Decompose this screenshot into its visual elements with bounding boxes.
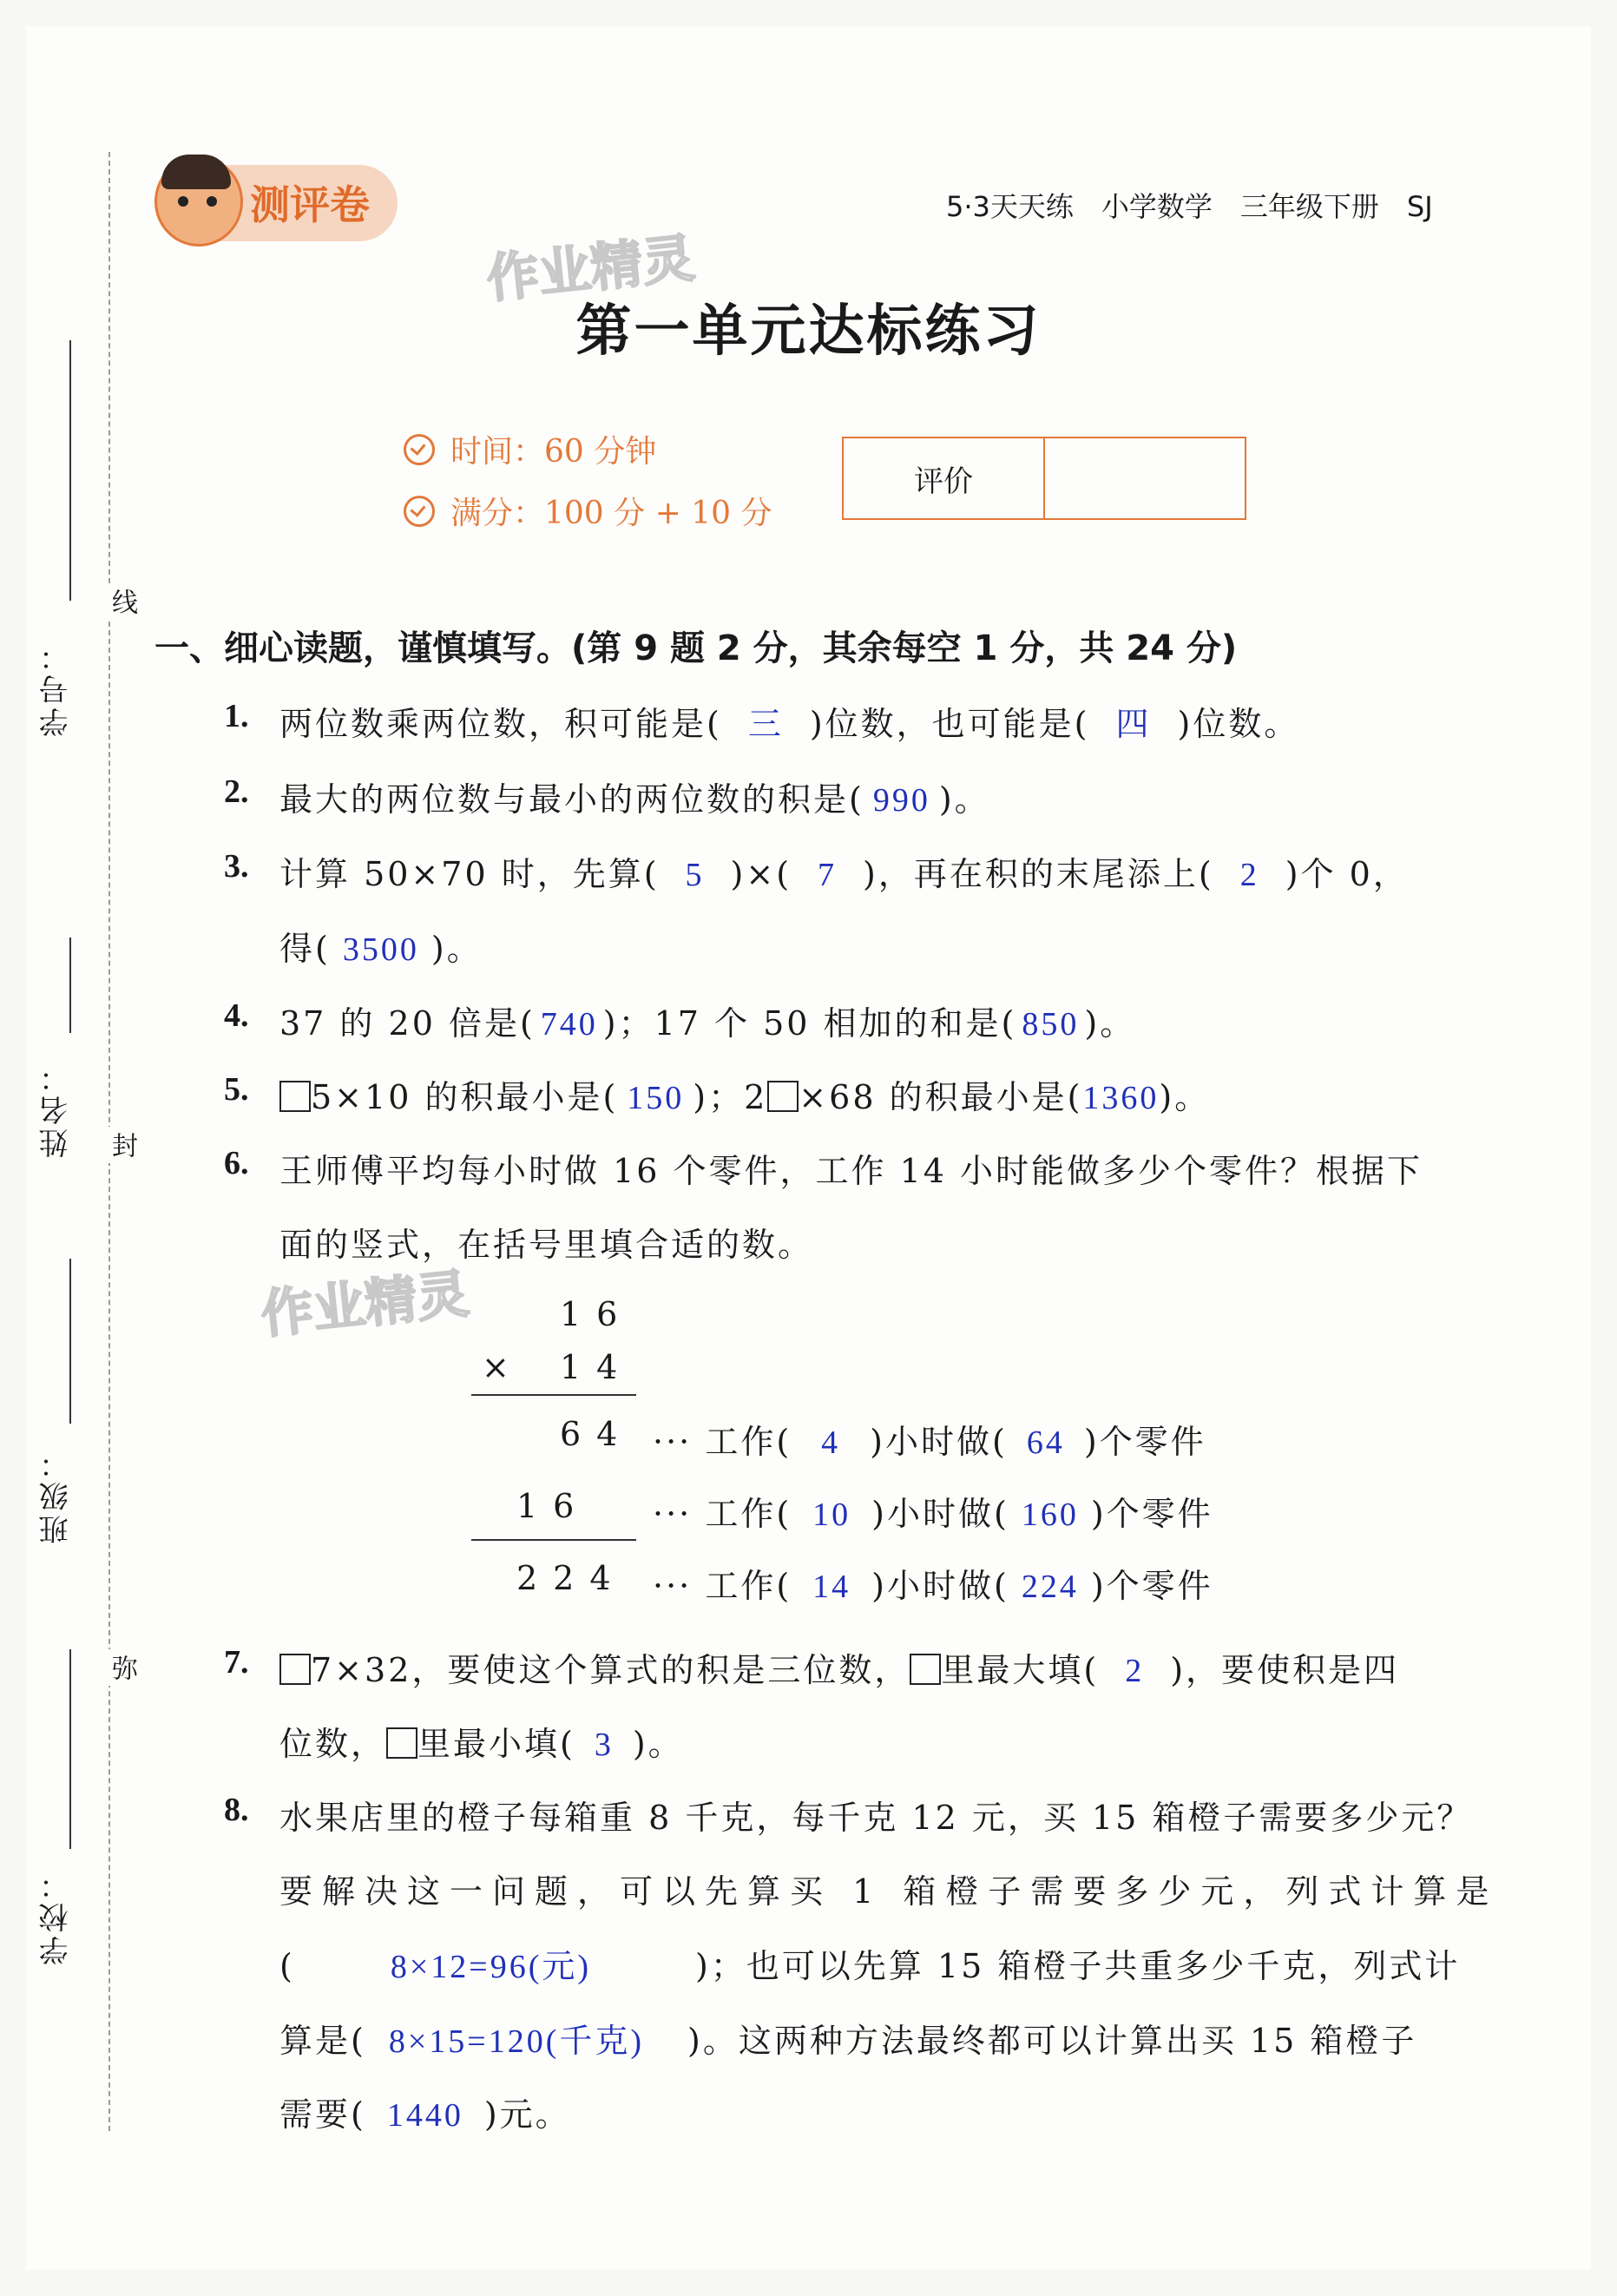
- seal-line-label: 线: [102, 583, 141, 620]
- question-number: 3.: [224, 848, 249, 885]
- answer: 4: [821, 1424, 841, 1461]
- question-7: 7×32，要使这个算式的积是三位数， 里最大填( 2 )，要使积是四: [279, 1643, 1399, 1691]
- time-info: 时间：60 分钟: [404, 427, 656, 471]
- evaluation-field[interactable]: [1045, 438, 1245, 518]
- watermark: 作业精灵: [258, 1263, 472, 1346]
- mascot-eye-icon: [178, 196, 188, 207]
- mascot-eye-icon: [207, 196, 217, 207]
- answer: 3500: [342, 931, 419, 968]
- answer: 14: [812, 1569, 851, 1605]
- clock-icon: [404, 434, 435, 465]
- question-8-line-5: 需要( 1440 )元。: [279, 2095, 571, 2134]
- answer: 1440: [386, 2097, 463, 2134]
- seal-mi-label: 弥: [102, 1649, 141, 1686]
- question-number: 2.: [224, 773, 249, 810]
- question-number: 7.: [224, 1644, 249, 1681]
- question-8-line-4: 算是( 8×15=120(千克) )。这两种方法最终都可以计算出买 15 箱橙子: [279, 2022, 1417, 2060]
- vm-rule: [471, 1394, 636, 1396]
- school-label: 学校：: [39, 1866, 74, 1965]
- seal-seal-label: 封: [102, 1127, 141, 1163]
- answer: 四: [1115, 707, 1152, 743]
- question-3: 计算 50×70 时，先算( 5 )×( 7 )，再在积的末尾添上( 2 )个 0，: [279, 855, 1409, 893]
- evaluation-label: 评价: [844, 438, 1045, 518]
- answer: 64: [1026, 1424, 1065, 1461]
- question-5: 5×10 的积最小是( 150 )；2 ×68 的积最小是(1360)。: [279, 1070, 1210, 1118]
- answer: 8×15=120(千克): [388, 2023, 644, 2060]
- answer: 8×12=96(元): [390, 1949, 591, 1985]
- question-number: 4.: [224, 997, 249, 1034]
- vm-row-3: ··· 工作( 14 )小时做( 224 )个零件: [653, 1567, 1213, 1605]
- school-write-line[interactable]: [69, 1649, 71, 1849]
- section-heading: 一、细心读题，谨慎填写。(第 9 题 2 分，其余每空 1 分，共 24 分): [154, 628, 1238, 668]
- blank-box: [386, 1727, 417, 1759]
- name-label: 姓名：: [39, 1059, 74, 1158]
- blank-box: [767, 1081, 799, 1112]
- question-6-cont: 面的竖式，在括号里填合适的数。: [279, 1226, 814, 1264]
- answer: 2: [1125, 1653, 1145, 1689]
- question-8: 水果店里的橙子每箱重 8 千克，每千克 12 元，买 15 箱橙子需要多少元？: [279, 1799, 1473, 1837]
- vm-product: 224: [516, 1559, 627, 1597]
- answer: 5: [685, 857, 705, 893]
- answer: 1360: [1082, 1080, 1160, 1116]
- evaluation-box: [842, 437, 1246, 520]
- question-number: 5.: [224, 1071, 249, 1108]
- question-4: 37 的 20 倍是( 740 )；17 个 50 相加的和是( 850 )。: [279, 1004, 1136, 1043]
- name-write-line[interactable]: [69, 937, 71, 1033]
- blank-box: [279, 1654, 311, 1685]
- answer: 三: [747, 707, 784, 743]
- vm-row-1: ··· 工作( 4 )小时做( 64 )个零件: [653, 1423, 1206, 1461]
- vm-multiplicand: 16: [560, 1295, 634, 1333]
- vm-row-2: ··· 工作( 10 )小时做( 160 )个零件: [653, 1495, 1213, 1533]
- score-info: 满分：100 分 + 10 分: [404, 489, 772, 533]
- answer: 10: [812, 1497, 851, 1533]
- answer: 3: [594, 1727, 614, 1763]
- question-1: 两位数乘两位数，积可能是( 三 )位数，也可能是( 四 )位数。: [279, 705, 1300, 743]
- question-7-cont: 位数， 里最小填( 3 )。: [279, 1725, 684, 1763]
- class-write-line[interactable]: [69, 1259, 71, 1424]
- vm-partial-2: 16: [516, 1487, 590, 1525]
- vm-times-sign: ×: [482, 1348, 525, 1386]
- badge-label: 测评卷: [250, 181, 370, 228]
- answer: 740: [540, 1006, 598, 1043]
- answer: 990: [872, 782, 930, 819]
- answer: 150: [627, 1080, 685, 1116]
- question-3-cont: 得( 3500 )。: [279, 930, 483, 968]
- answer: 2: [1239, 857, 1259, 893]
- question-number: 8.: [224, 1792, 249, 1828]
- watermark: 作业精灵: [483, 227, 698, 311]
- class-label: 班级：: [39, 1445, 74, 1544]
- answer: 7: [818, 857, 838, 893]
- vm-rule: [471, 1539, 636, 1541]
- question-number: 6.: [224, 1145, 249, 1181]
- answer: 224: [1021, 1569, 1079, 1605]
- blank-box: [910, 1654, 941, 1685]
- page-title: 第一单元达标练习: [575, 299, 1042, 364]
- blank-box: [279, 1081, 311, 1112]
- check-icon: [404, 496, 435, 527]
- answer: 160: [1021, 1497, 1079, 1533]
- question-2: 最大的两位数与最小的两位数的积是( 990 )。: [279, 780, 990, 819]
- series-label: 5·3天天练 小学数学 三年级下册 SJ: [946, 190, 1433, 223]
- question-number: 1.: [224, 698, 249, 734]
- question-8-line-3: ( 8×12=96(元) )；也可以先算 15 箱橙子共重多少千克，列式计: [279, 1947, 1461, 1985]
- vm-partial-1: 64: [560, 1415, 634, 1453]
- id-write-line[interactable]: [69, 340, 71, 601]
- vm-multiplier: 14: [560, 1348, 634, 1386]
- question-8-line-2: 要解决这一问题，可以先算买 1 箱橙子需要多少元，列式计算是: [279, 1872, 1499, 1911]
- answer: 850: [1022, 1006, 1080, 1043]
- question-6: 王师傅平均每小时做 16 个零件，工作 14 小时能做多少个零件？根据下: [279, 1152, 1423, 1190]
- id-label: 学号：: [39, 638, 74, 737]
